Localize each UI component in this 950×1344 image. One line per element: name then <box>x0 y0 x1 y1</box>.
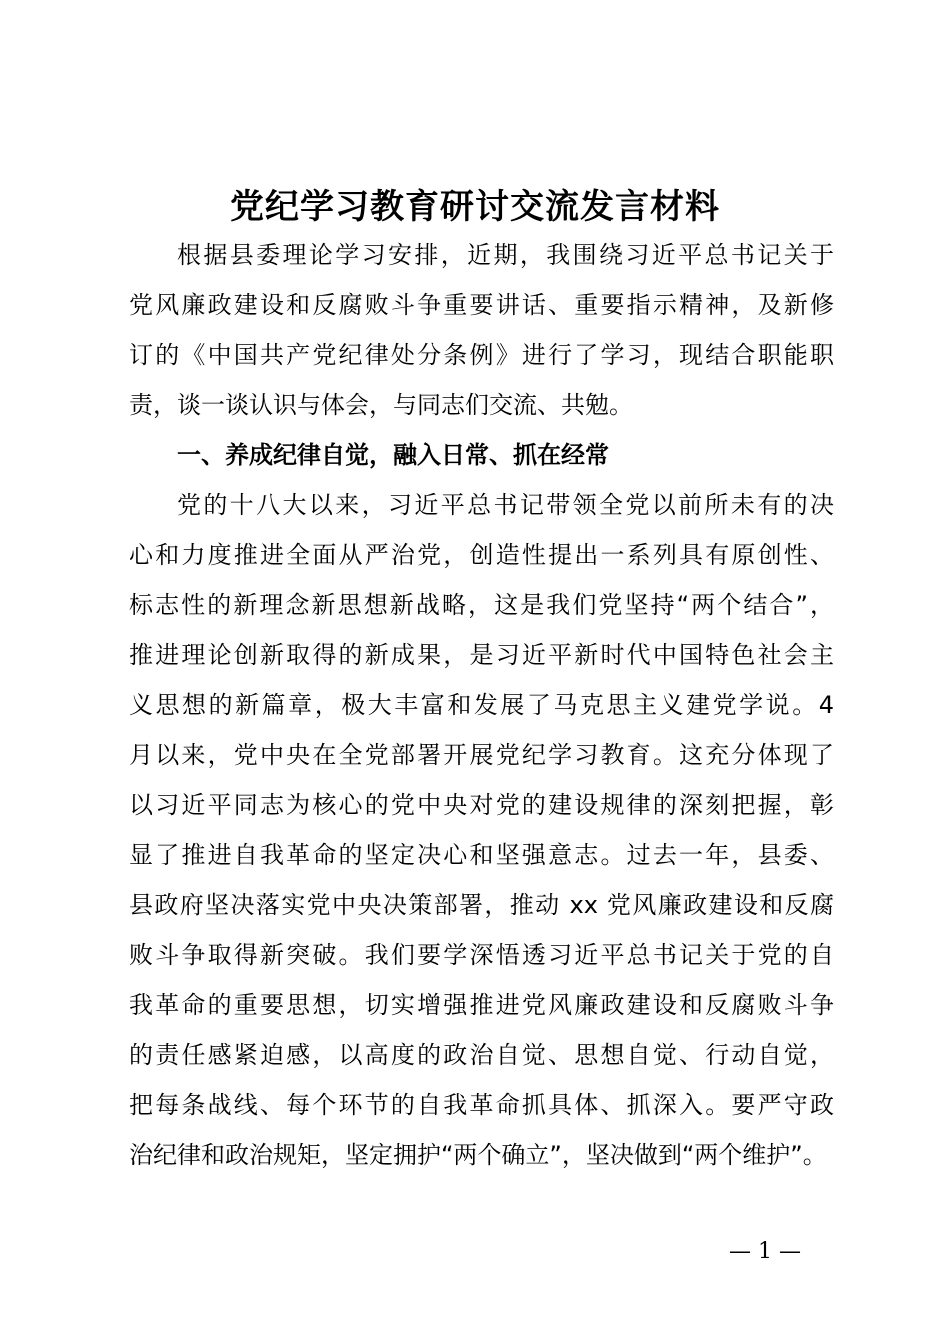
paragraph-line: 党的十八大以来，习近平总书记带领全党以前所未有的决 <box>177 491 834 519</box>
paragraph-line: 治纪律和政治规矩，坚定拥护“两个确立”，坚决做到“两个维护”。 <box>129 1141 827 1169</box>
paragraph-line: 根据县委理论学习安排，近期，我围绕习近平总书记关于 <box>177 241 834 269</box>
paragraph-line: 标志性的新理念新思想新战略，这是我们党坚持“两个结合”， <box>129 591 834 619</box>
paragraph-line: 显了推进自我革命的坚定决心和坚强意志。过去一年，县委、 <box>129 841 834 869</box>
paragraph-line: 的责任感紧迫感，以高度的政治自觉、思想自觉、行动自觉， <box>129 1041 834 1069</box>
section-heading: 一、养成纪律自觉，融入日常、抓在经常 <box>177 441 609 469</box>
paragraph-line: 把每条战线、每个环节的自我革命抓具体、抓深入。要严守政 <box>129 1091 834 1119</box>
paragraph-line: 败斗争取得新突破。我们要学深悟透习近平总书记关于党的自 <box>129 941 834 969</box>
paragraph-line: 心和力度推进全面从严治党，创造性提出一系列具有原创性、 <box>129 541 834 569</box>
paragraph-line: 推进理论创新取得的新成果，是习近平新时代中国特色社会主 <box>129 641 834 669</box>
paragraph-line: 订的《中国共产党纪律处分条例》进行了学习，现结合职能职 <box>129 341 834 369</box>
paragraph-line: 责，谈一谈认识与体会，与同志们交流、共勉。 <box>129 391 633 419</box>
paragraph-line: 我革命的重要思想，切实增强推进党风廉政建设和反腐败斗争 <box>129 991 834 1019</box>
document-title: 党纪学习教育研讨交流发言材料 <box>230 187 720 227</box>
paragraph-line: 义思想的新篇章，极大丰富和发展了马克思主义建党学说。4 <box>129 691 834 719</box>
paragraph-line: 月以来，党中央在全党部署开展党纪学习教育。这充分体现了 <box>129 741 834 769</box>
paragraph-line: 党风廉政建设和反腐败斗争重要讲话、重要指示精神，及新修 <box>129 291 834 319</box>
paragraph-line: 县政府坚决落实党中央决策部署，推动 xx 党风廉政建设和反腐 <box>129 891 834 919</box>
page-number: — 1 — <box>729 1239 801 1264</box>
paragraph-line: 以习近平同志为核心的党中央对党的建设规律的深刻把握，彰 <box>129 791 834 819</box>
